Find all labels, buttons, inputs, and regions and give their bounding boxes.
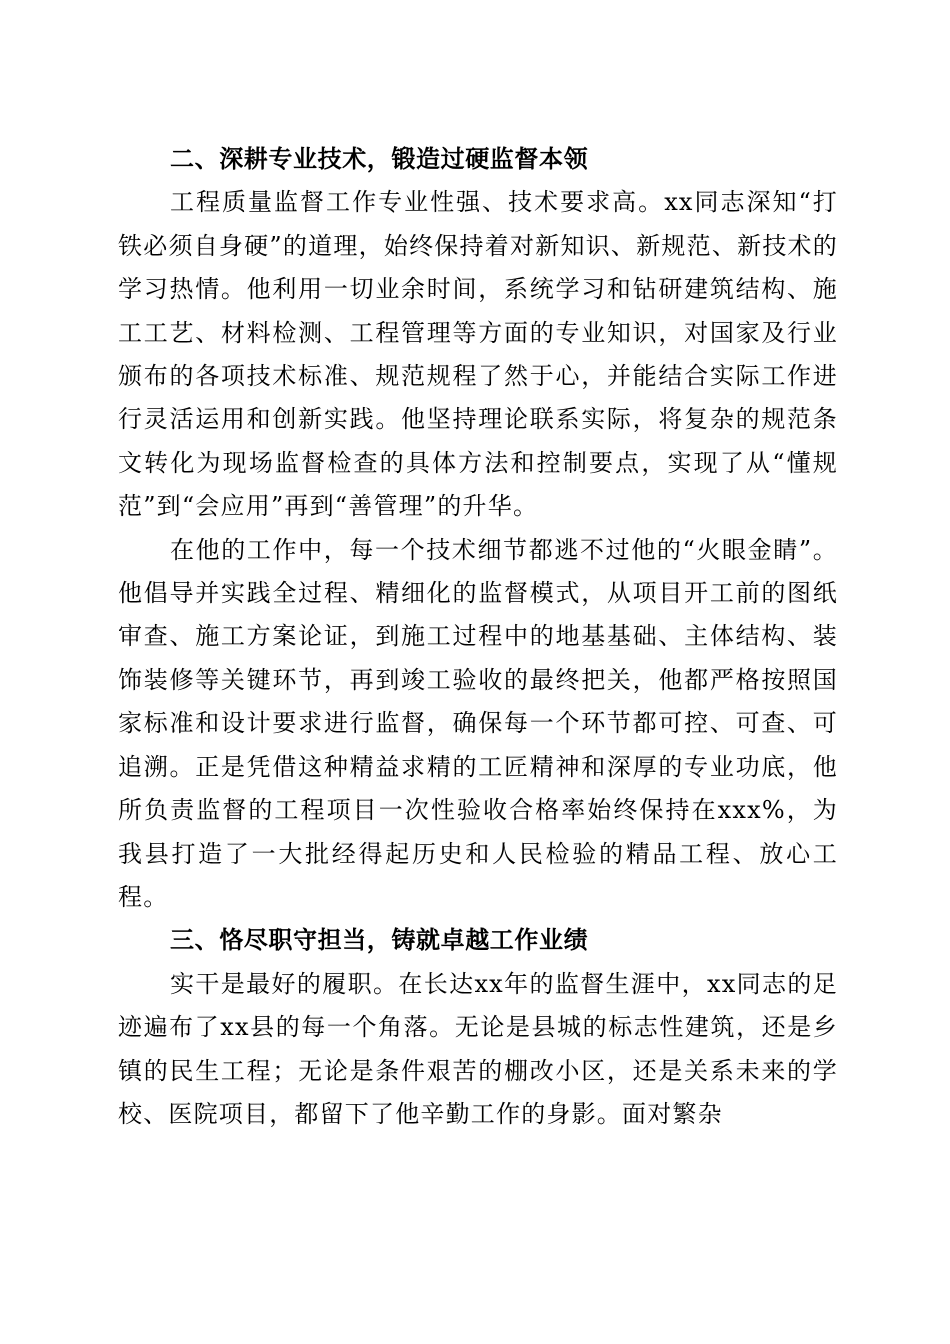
section-heading-2: 二、深耕专业技术，锻造过硬监督本领	[170, 145, 589, 173]
section-heading-3: 三、恪尽职守担当，铸就卓越工作业绩	[170, 926, 589, 955]
document-body	[118, 138, 838, 1136]
body-paragraph: 工程质量监督工作专业性强、技术要求高。xx同志深知“打铁必须自身硬”的道理，始终保持着对新知识、新规范、新技术的学习热情。他利用一切业余时间，系统学习和钻研建筑结构、施工工艺、材料检测、工程管理等方面的专业知识，对国家及行业颁布的各项技术标准、规范规程了然于心，并能结合实际工作进行灵活运用和创新实践。他坚持理论联系实际，将复杂的规范条文转化为现场监督检查的具体方法和控制要点，实现了从“懂规范”到“会应用”再到“善管理”的升华。	[118, 188, 838, 521]
body-paragraph: 实干是最好的履职。在长达xx年的监督生涯中，xx同志的足迹遍布了xx县的每一个角落。无论是县城的标志性建筑，还是乡镇的民生工程；无论是条件艰苦的棚改小区，还是关系未来的学校、医院项目，都留下了他辛勤工作的身影。面对繁杂	[118, 969, 838, 1128]
body-paragraph: 在他的工作中，每一个技术细节都逃不过他的“火眼金睛”。他倡导并实践全过程、精细化的监督模式，从项目开工前的图纸审查、施工方案论证，到施工过程中的地基基础、主体结构、装饰装修等关键环节，再到竣工验收的最终把关，他都严格按照国家标准和设计要求进行监督，确保每一个环节都可控、可查、可追溯。正是凭借这种精益求精的工匠精神和深厚的专业功底，他所负责监督的工程项目一次性验收合格率始终保持在xxx%，为我县打造了一大批经得起历史和人民检验的精品工程、放心工程。	[118, 535, 838, 911]
